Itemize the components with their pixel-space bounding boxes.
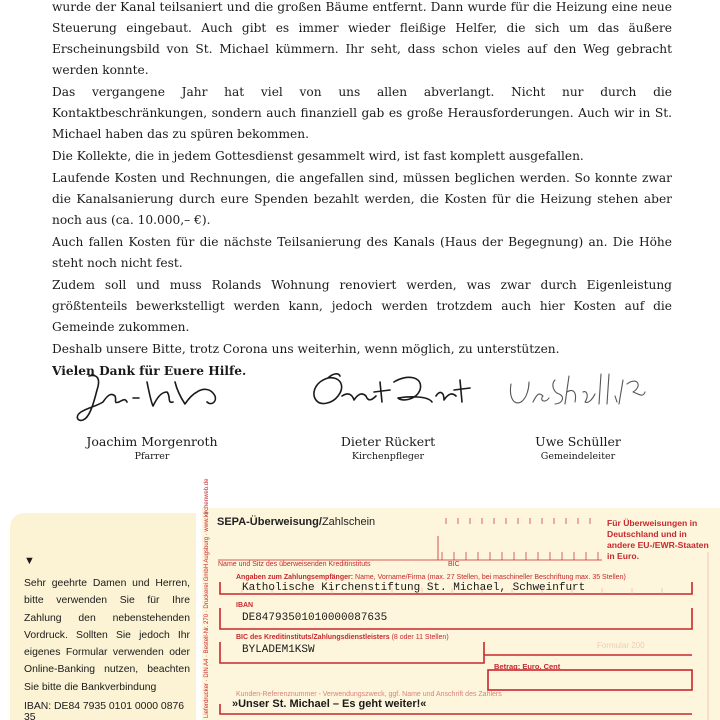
handwritten-signature-morgenroth <box>67 362 237 430</box>
letter-paragraph: Auch fallen Kosten für die nächste Teilsanierung des Kanals (Haus der Begegnung) an. Die Höhe steht noch nicht fest. <box>52 235 672 270</box>
bic-top-label: BIC <box>448 561 460 568</box>
form-side-note: Für Überweisungen in Deutschland und in andere EU-/EWR-Staaten in Euro. <box>607 518 709 561</box>
payment-info-panel <box>10 513 196 720</box>
arrow-down-icon: ▼ <box>24 555 35 567</box>
form-title <box>217 516 375 528</box>
signer-role: Kirchenpfleger <box>351 451 425 462</box>
handwritten-signature-rueckert <box>298 362 478 430</box>
letter-paragraph: Zudem soll und muss Rolands Wohnung renoviert werden, was zwar durch Eigenleistung größtenteils bewerkstelligt werden kann, jedoch werden trotzdem auch hier Kosten auf die Gemeinde zukommen. <box>52 278 672 334</box>
signature-block-morgenroth <box>52 362 252 462</box>
form-watermark: Formular 200 <box>597 641 645 650</box>
letter-paragraph: Die Kollekte, die in jedem Gottesdienst gesammelt wird, ist fast komplett ausgefallen. <box>52 149 584 163</box>
bic-field[interactable]: BYLADEM1KSW <box>242 644 315 656</box>
iban-field[interactable]: DE84793501010000087635 <box>242 612 388 624</box>
signature-block-schueller <box>478 362 678 462</box>
bic-field-label-rest: (8 oder 11 Stellen) <box>389 634 449 641</box>
reference-label: Kunden-Referenznummer - Verwendungszweck, ggf. Name und Anschrift des Zahlers <box>236 691 502 698</box>
bank-name-label: Name und Sitz des überweisenden Kreditinstituts <box>218 561 371 568</box>
letter-body <box>52 0 672 383</box>
amount-label: Betrag: Euro, Cent <box>494 662 561 671</box>
signer-name: Joachim Morgenroth <box>86 434 218 449</box>
letter-paragraph: Laufende Kosten und Rechnungen, die angefallen sind, müssen beglichen werden. So konnte zwar die Kanalsanierung durch eure Spenden bezahlt werden, die Kosten für die Heizung stehen aber noch aus (ca. 10.000,– €). <box>52 171 672 227</box>
iban-text: IBAN: DE84 7935 0101 0000 0876 35 <box>24 701 185 720</box>
recipient-field[interactable]: Katholische Kirchenstiftung St. Michael, Schweinfurt <box>242 582 586 594</box>
signer-role: Gemeindeleiter <box>540 451 616 462</box>
payment-instructions: Sehr geehrte Damen und Herren, bitte verwenden Sie für Ihre Zahlung den nebenstehenden Vordruck. Sollten Sie jedoch Ihr eigenes Formular verwenden oder Online-Banking nutzen, beachten Sie bitte die Bankverbindung <box>24 578 190 693</box>
bic-field-label <box>236 634 449 641</box>
recipient-label-rest: Name, Vorname/Firma (max. 27 Stellen, bei maschineller Beschriftung max. 35 Stellen) <box>353 574 626 581</box>
bic-field-label-bold: BIC des Kreditinstituts/Zahlungsdienstleisters <box>236 634 390 641</box>
reference-field[interactable]: »Unser St. Michael – Es geht weiter!« <box>232 698 427 710</box>
form-title-bold: SEPA-Überweisung/ <box>217 516 322 528</box>
handwritten-signature-schueller <box>493 362 663 430</box>
recipient-label-bold: Angaben zum Zahlungsempfänger: <box>236 574 354 581</box>
letter-closing: Vielen Dank für Euere Hilfe. <box>52 364 247 378</box>
letter-paragraph: wurde der Kanal teilsaniert und die großen Bäume entfernt. Dann wurde für die Heizung eine neue Steuerung eingebaut. Auch gibt es immer wieder fleißige Helfer, die sich um das äußere Erscheinungsbild von St. Michael kümmern. Ihr seht, dass schon vieles auf den Weg gebracht werden konnte. <box>52 0 672 77</box>
sepa-transfer-form <box>202 478 720 720</box>
signature-block-rueckert <box>288 362 488 462</box>
form-side-vertical-text <box>204 478 226 718</box>
signer-name: Uwe Schüller <box>535 434 621 449</box>
recipient-label <box>236 574 626 581</box>
letter-paragraph: Deshalb unsere Bitte, trotz Corona uns weiterhin, wenn möglich, zu unterstützen. <box>52 342 560 356</box>
signer-name: Dieter Rückert <box>340 434 436 449</box>
form-side-vertical-label: Lieferdrucker · DIN A4 · Bestell-Nr. 270 · Druckerei GmbH Augsburg · www.kirchenweb.de <box>204 478 210 718</box>
iban-label: IBAN <box>236 602 254 609</box>
letter-paragraph: Das vergangene Jahr hat viel von uns allen abverlangt. Nicht nur durch die Kontaktbeschränkungen, sondern auch finanziell gab es große Herausforderungen. Auch wir in St. Michael haben das zu spüren bekommen. <box>52 85 672 141</box>
signer-role: Pfarrer <box>134 451 170 462</box>
form-title-plain: Zahlschein <box>321 516 376 528</box>
